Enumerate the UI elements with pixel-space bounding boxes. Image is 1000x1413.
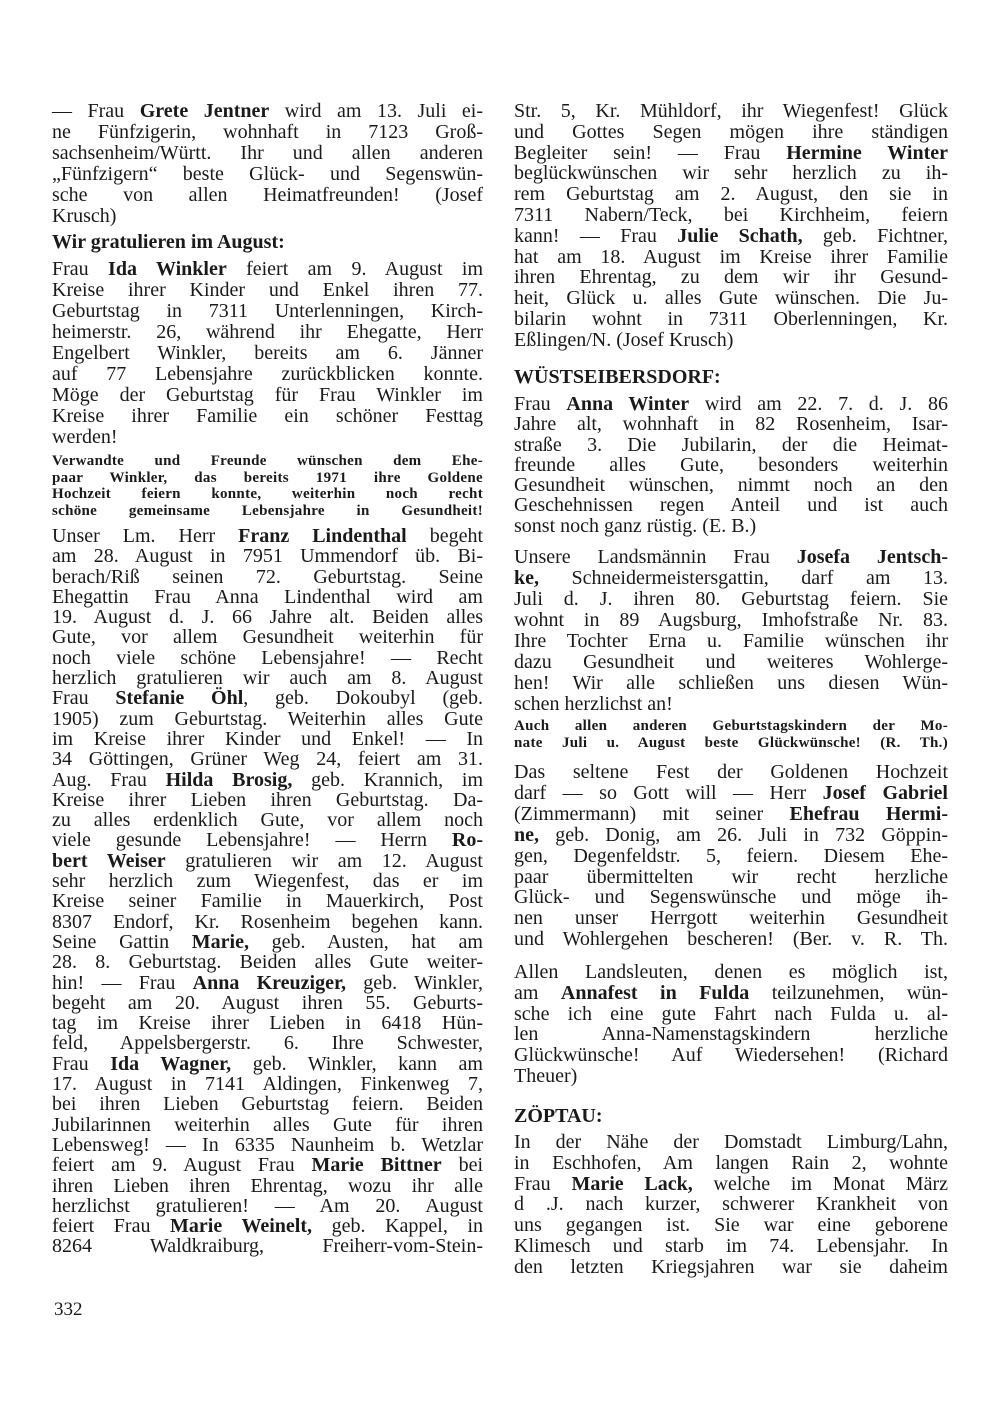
text-run: gratulieren wir am 12. August xyxy=(165,849,483,872)
text-run: 1905) zum Geburtstag. Weiterhin alles Gute xyxy=(52,707,483,730)
text-run: Engelbert Winkler, bereits am 6. Jänner xyxy=(52,342,483,364)
bold-name: Marie Lack, xyxy=(571,1172,693,1195)
text-line xyxy=(52,164,483,185)
text-line xyxy=(514,589,948,610)
text-run: gen, Degenfeldstr. 5, feiern. Diesem Ehe- xyxy=(514,844,948,867)
text-line xyxy=(52,280,483,301)
text-line xyxy=(52,891,483,911)
text-run: rem Geburtstag am 2. August, den sie in xyxy=(514,183,948,206)
text-line xyxy=(514,455,948,475)
bold-name: Anna Kreuziger, xyxy=(192,971,347,994)
text-line xyxy=(52,143,483,164)
text-run: len Anna-Namenstagskindern herzliche xyxy=(514,1023,948,1046)
text-run: Eßlingen/N. (Josef Krusch) xyxy=(514,328,734,351)
bold-name: ke, xyxy=(514,567,539,589)
page-number: 332 xyxy=(54,1299,83,1320)
text-run: paar Winkler, das bereits 1971 ihre Goldene xyxy=(52,469,483,486)
text-line xyxy=(52,1135,483,1155)
text-run: zu alles erdenklich Gute, vor allem noch xyxy=(52,809,483,832)
section-heading-august: Wir gratulieren im August: xyxy=(52,231,285,253)
text-run: Krusch) xyxy=(52,205,117,227)
bold-name: Ida Winkler xyxy=(108,258,227,280)
text-run: Klimesch und starb im 74. Lebensjahr. In xyxy=(514,1234,948,1257)
text-line xyxy=(514,226,948,247)
text-line xyxy=(514,101,948,122)
text-line xyxy=(514,1024,948,1045)
text-line xyxy=(514,435,948,455)
text-line xyxy=(52,259,483,280)
bold-name: Marie Bittner xyxy=(311,1154,442,1177)
text-run: bei xyxy=(441,1154,484,1177)
text-run: Verwandte und Freunde wünschen dem Ehe- xyxy=(52,453,483,469)
text-run: 7311 Nabern/Teck, bei Kirchheim, feiern xyxy=(514,203,948,226)
text-line xyxy=(514,516,948,536)
text-run: Geburtstag in 7311 Unterlenningen, Kirch- xyxy=(52,300,483,322)
text-line xyxy=(52,1176,483,1196)
text-run: feiert Frau xyxy=(52,1215,171,1238)
text-run: geb. Kappel, in xyxy=(312,1215,484,1238)
text-line xyxy=(52,427,483,448)
text-run: welche im Monat März xyxy=(692,1172,948,1195)
bold-name: Stefanie Öhl xyxy=(115,687,244,710)
text-run: Gute, vor allem Gesundheit weiterhin für xyxy=(52,626,483,649)
text-line xyxy=(52,122,483,143)
text-line xyxy=(52,1196,483,1216)
text-line xyxy=(514,846,948,867)
text-line xyxy=(52,770,483,790)
text-run: Schneidermeistersgattin, darf am 13. xyxy=(539,567,948,589)
text-line xyxy=(52,648,483,668)
text-run: viele gesunde Lebensjahre! — Herrn xyxy=(52,829,452,852)
text-line xyxy=(514,610,948,631)
text-run: teilzunehmen, wün- xyxy=(749,981,948,1004)
text-line xyxy=(514,495,948,515)
text-run: Unser Lm. Herr xyxy=(52,525,239,547)
text-run: sche ich eine gute Fahrt nach Fulda u. al- xyxy=(514,1002,948,1025)
text-line xyxy=(514,673,948,694)
text-run: Frau xyxy=(514,393,567,415)
text-run: begeht xyxy=(406,525,483,547)
text-line xyxy=(514,1004,948,1025)
text-run: Seine Gattin xyxy=(52,930,192,953)
text-run: Str. 5, Kr. Mühldorf, ihr Wiegenfest! Glück xyxy=(514,100,948,122)
bold-name: bert Weiser xyxy=(52,849,166,872)
text-run: und Gottes Segen mögen ihre ständigen xyxy=(514,120,948,143)
text-line xyxy=(52,343,483,364)
paragraph-august-birthdays xyxy=(52,526,483,1257)
bold-name: Ehefrau Hermi- xyxy=(789,802,949,825)
text-line xyxy=(514,309,948,330)
text-line xyxy=(52,607,483,627)
text-line xyxy=(514,652,948,673)
text-line xyxy=(514,718,948,735)
text-run: geb. Krannich, im xyxy=(292,768,484,791)
text-line xyxy=(52,973,483,993)
text-line xyxy=(514,887,948,908)
text-line xyxy=(52,830,483,850)
text-run: 34 Göttingen, Grüner Weg 24, feiert am 31. xyxy=(52,748,483,771)
text-run: sonst noch ganz rüstig. (E. B.) xyxy=(514,514,757,537)
text-run: 19. August d. J. 66 Jahre alt. Beiden alles xyxy=(52,606,483,629)
text-run: In der Nähe der Domstadt Limburg/Lahn, xyxy=(514,1131,948,1153)
text-run: sche von allen Heimatfreunden! (Josef xyxy=(52,184,483,206)
text-run: beglückwünschen wir sehr herzlich zu ih- xyxy=(514,162,948,185)
text-line xyxy=(52,1054,483,1074)
text-run: sehr herzlich zum Wiegenfest, das er im xyxy=(52,870,483,893)
note-birthday-greetings xyxy=(514,718,948,752)
text-run: geb. Fichtner, xyxy=(802,224,948,247)
text-run: schöne gemeinsame Lebensjahre in Gesundheit! xyxy=(52,503,483,520)
text-line xyxy=(514,1236,948,1257)
text-line xyxy=(514,929,948,950)
text-run: „Fünfzigern“ beste Glück- und Segenswün- xyxy=(52,163,483,185)
text-run: Unsere Landsmännin Frau xyxy=(514,546,797,568)
text-line xyxy=(52,1074,483,1094)
text-run: den letzten Kriegsjahren war sie daheim xyxy=(514,1255,948,1278)
text-line xyxy=(514,247,948,268)
text-run: Ihre Tochter Erna u. Familie wünschen ihr xyxy=(514,630,948,652)
bold-name: Ro- xyxy=(451,829,483,852)
text-line xyxy=(514,394,948,414)
bold-name: Ida Wagner, xyxy=(110,1052,232,1075)
text-line xyxy=(514,1066,948,1087)
text-run: Theuer) xyxy=(514,1064,578,1087)
text-line xyxy=(52,871,483,891)
paragraph-grete-jentner xyxy=(52,101,483,227)
text-line xyxy=(52,1236,483,1256)
text-run: Geschehnissen regen Anteil und ist auch xyxy=(514,494,948,517)
text-run: kann! — Frau xyxy=(514,224,678,247)
text-line xyxy=(514,143,948,164)
text-line xyxy=(514,783,948,804)
text-run: ihren Ehrentag, zu dem wir ihr Gesund- xyxy=(514,266,948,289)
text-line xyxy=(514,1045,948,1066)
text-run: paar übermittelten wir recht herzliche xyxy=(514,865,948,888)
bold-name: Anna Winter xyxy=(566,393,690,415)
text-line xyxy=(52,503,483,520)
bold-name: Grete Jentner xyxy=(139,100,270,122)
text-line xyxy=(514,735,948,752)
text-line xyxy=(514,568,948,589)
text-run: tag im Kreise ihrer Lieben in 6418 Hün- xyxy=(52,1012,483,1035)
text-run: Frau xyxy=(514,1172,572,1195)
text-run: Kreise ihrer Lieben ihren Geburtstag. Da- xyxy=(52,788,483,811)
text-run: am 28. August in 7951 Ummendorf üb. Bi- xyxy=(52,545,483,568)
text-line xyxy=(52,729,483,749)
bold-name: Marie, xyxy=(191,930,249,953)
text-run: Juli d. J. ihren 80. Geburtstag feiern. Sie xyxy=(514,588,948,610)
paragraph-hermine-winter xyxy=(514,101,948,351)
text-line xyxy=(514,475,948,495)
text-line xyxy=(52,486,483,503)
text-run: d .J. nach kurzer, schwerer Krankheit von xyxy=(514,1193,948,1216)
section-heading-wuestseibersdorf: WÜSTSEIBERSDORF: xyxy=(514,366,721,388)
text-run: (Zimmermann) mit seiner xyxy=(514,802,790,825)
text-run: straße 3. Die Jubilarin, der die Heimat- xyxy=(514,433,948,456)
text-run: feiert am 9. August im xyxy=(226,258,483,280)
text-line xyxy=(52,206,483,227)
text-run: , geb. Dokoubyl (geb. xyxy=(243,687,483,710)
text-run: schen herzlichst an! xyxy=(514,693,673,715)
text-line xyxy=(514,908,948,929)
text-line xyxy=(52,301,483,322)
bold-name: Annafest in Fulda xyxy=(560,981,750,1004)
text-line xyxy=(52,101,483,122)
text-run: Frau xyxy=(52,1052,111,1075)
text-run: geb. Austen, hat am xyxy=(248,930,483,953)
text-line xyxy=(514,330,948,351)
text-line xyxy=(52,932,483,952)
paragraph-josefa-jentschke xyxy=(514,547,948,715)
bold-name: Hilda Brosig, xyxy=(165,768,293,791)
text-run: werden! xyxy=(52,426,118,448)
text-run: uns gegangen ist. Sie war eine geborene xyxy=(514,1214,948,1237)
text-run: Kreise seiner Familie in Mauerkirch, Post xyxy=(52,890,483,913)
text-line xyxy=(514,694,948,715)
text-line xyxy=(52,322,483,343)
text-run: sachsenheim/Württ. Ihr und allen anderen xyxy=(52,142,483,164)
text-line xyxy=(514,804,948,825)
text-run: heit, Glück u. alles Gute wünschen. Die Ju- xyxy=(514,287,948,310)
text-run: geb. Winkler, xyxy=(346,971,483,994)
text-run: geb. Winkler, kann am xyxy=(231,1052,483,1075)
text-run: Glückwünsche! Auf Wiedersehen! (Richard xyxy=(514,1044,948,1067)
text-run: feld, Appelsbergerstr. 6. Ihre Schwester, xyxy=(52,1032,483,1055)
text-run: 8307 Endorf, Kr. Rosenheim begehen kann. xyxy=(52,910,483,933)
text-run: 28. 8. Geburtstag. Beiden alles Gute weiter- xyxy=(52,951,483,974)
text-line xyxy=(52,810,483,830)
text-line xyxy=(52,453,483,470)
text-line xyxy=(52,526,483,546)
text-run: auf 77 Lebensjahre zurückblicken konnte. xyxy=(52,363,483,385)
text-line xyxy=(52,1115,483,1135)
text-run: noch viele schöne Lebensjahre! — Recht xyxy=(52,646,483,669)
text-line xyxy=(514,414,948,434)
text-line xyxy=(514,288,948,309)
text-run: Auch allen anderen Geburtstagskindern der Mo- xyxy=(514,718,948,734)
text-run: in Eschhofen, Am langen Rain 2, wohnte xyxy=(514,1151,948,1174)
text-run: geb. Donig, am 26. Juli in 732 Göppin- xyxy=(539,823,948,846)
text-run: am xyxy=(514,981,561,1004)
text-line xyxy=(514,962,948,983)
text-line xyxy=(52,1155,483,1175)
text-line xyxy=(514,867,948,888)
bold-name: Julie Schath, xyxy=(677,224,803,247)
text-run: begeht am 20. August ihren 55. Geburts- xyxy=(52,991,483,1014)
text-line xyxy=(52,364,483,385)
text-run: — Frau xyxy=(52,100,140,122)
text-run: darf — so Gott will — Herr xyxy=(514,781,823,804)
text-run: nate Juli u. August beste Glückwünsche! (R. Th.) xyxy=(514,735,948,751)
text-run: wird am 22. 7. d. J. 86 xyxy=(689,393,948,415)
text-run: hen! Wir alle schließen uns diesen Wün- xyxy=(514,672,948,694)
text-run: Kreise ihrer Familie ein schöner Festtag xyxy=(52,405,483,427)
text-run: herzlich gratulieren wir auch am 8. August xyxy=(52,667,483,690)
text-line xyxy=(514,825,948,846)
bold-name: Josef Gabriel xyxy=(822,781,948,804)
text-line xyxy=(514,1215,948,1236)
text-line xyxy=(514,631,948,652)
text-line xyxy=(52,1033,483,1053)
text-run: Jahre alt, wohnhaft in 82 Rosenheim, Isar- xyxy=(514,413,948,436)
paragraph-golden-wedding-gabriel xyxy=(514,762,948,950)
text-line xyxy=(514,205,948,226)
text-run: Allen Landsleuten, denen es möglich ist, xyxy=(514,961,948,983)
text-run: wird am 13. Juli ei- xyxy=(269,100,483,122)
bold-name: Franz Lindenthal xyxy=(238,525,407,547)
text-run: Begleiter sein! — Frau xyxy=(514,141,787,164)
text-line xyxy=(514,1174,948,1195)
text-run: bilarin wohnt in 7311 Oberlenningen, Kr. xyxy=(514,307,948,330)
section-heading-zoeptau: ZÖPTAU: xyxy=(514,1105,603,1127)
text-line xyxy=(52,567,483,587)
text-run: feiert am 9. August Frau xyxy=(52,1154,312,1177)
text-line xyxy=(52,993,483,1013)
text-run: hin! — Frau xyxy=(52,971,193,994)
paragraph-marie-lack xyxy=(514,1132,948,1278)
paragraph-ida-winkler xyxy=(52,259,483,448)
text-run: Gesundheit wünschen, nimmt noch an den xyxy=(514,474,948,497)
text-run: herzlichst gratulieren! — Am 20. August xyxy=(52,1194,483,1217)
text-run: bei ihren Lieben Geburtstag feiern. Beiden xyxy=(52,1093,483,1116)
text-run: ihren Lieben ihren Ehrentag, wozu ihr alle xyxy=(52,1174,483,1197)
text-run: hat am 18. August im Kreise ihrer Familie xyxy=(514,245,948,268)
text-line xyxy=(52,912,483,932)
text-line xyxy=(52,1094,483,1114)
text-line xyxy=(52,749,483,769)
text-run: Frau xyxy=(52,258,109,280)
paragraph-anna-winter xyxy=(514,394,948,536)
text-run: wohnt in 89 Augsburg, Imhofstraße Nr. 83. xyxy=(514,609,948,631)
text-line xyxy=(52,185,483,206)
text-line xyxy=(514,983,948,1004)
text-run: dazu Gesundheit und weiteres Wohlerge- xyxy=(514,651,948,673)
text-run: Hochzeit feiern konnte, weiterhin noch recht xyxy=(52,486,483,503)
bold-name: Josefa Jentsch- xyxy=(796,546,948,568)
text-run: Frau xyxy=(52,687,116,710)
text-line xyxy=(52,709,483,729)
text-run: heimerstr. 26, während ihr Ehegatte, Herr xyxy=(52,321,483,343)
text-line xyxy=(514,547,948,568)
text-run: Das seltene Fest der Goldenen Hochzeit xyxy=(514,761,948,783)
text-run: Aug. Frau xyxy=(52,768,166,791)
text-run: Ehegattin Frau Anna Lindenthal wird am xyxy=(52,585,483,608)
text-line xyxy=(52,668,483,688)
text-line xyxy=(514,267,948,288)
text-line xyxy=(52,1013,483,1033)
text-line xyxy=(52,1216,483,1236)
text-run: Kreise ihrer Kinder und Enkel ihren 77. xyxy=(52,279,483,301)
text-line xyxy=(514,1194,948,1215)
text-run: berach/Riß seinen 72. Geburtstag. Seine xyxy=(52,565,483,588)
text-line xyxy=(52,406,483,427)
text-run: Möge der Geburtstag für Frau Winkler im xyxy=(52,384,483,406)
text-run: 17. August in 7141 Aldingen, Finkenweg 7, xyxy=(52,1073,483,1096)
text-run: Glück- und Segenswünsche und möge ih- xyxy=(514,886,948,909)
text-line xyxy=(514,122,948,143)
text-run: Lebensweg! — In 6335 Naunheim b. Wetzlar xyxy=(52,1133,483,1156)
text-line xyxy=(52,851,483,871)
note-winkler-golden-wedding xyxy=(52,453,483,520)
text-run: im Kreise ihrer Kinder und Enkel! — In xyxy=(52,727,483,750)
bold-name: Hermine Winter xyxy=(786,141,948,164)
text-run: ne Fünfzigerin, wohnhaft in 7123 Groß- xyxy=(52,121,483,143)
text-line xyxy=(52,546,483,566)
text-line xyxy=(514,1257,948,1278)
text-line xyxy=(52,587,483,607)
text-line xyxy=(514,1153,948,1174)
text-run: freunde alles Gute, besonders weiterhin xyxy=(514,453,948,476)
text-line xyxy=(52,470,483,487)
text-run: und Wohlergehen bescheren! (Ber. v. R. Th. xyxy=(514,928,948,951)
bold-name: Marie Weinelt, xyxy=(170,1215,313,1238)
text-run: 8264 Waldkraiburg, Freiherr-vom-Stein- xyxy=(52,1235,483,1258)
text-line xyxy=(514,762,948,783)
bold-name: ne, xyxy=(514,823,539,846)
text-run: Jubilarinnen weiterhin alles Gute für ihren xyxy=(52,1113,483,1136)
text-line xyxy=(52,385,483,406)
text-line xyxy=(52,790,483,810)
text-line xyxy=(514,184,948,205)
text-line xyxy=(514,163,948,184)
text-line xyxy=(52,627,483,647)
text-line xyxy=(52,688,483,708)
text-line xyxy=(514,1132,948,1153)
paragraph-annafest-fulda xyxy=(514,962,948,1087)
text-line xyxy=(52,952,483,972)
text-run: nen unser Herrgott weiterhin Gesundheit xyxy=(514,907,948,930)
